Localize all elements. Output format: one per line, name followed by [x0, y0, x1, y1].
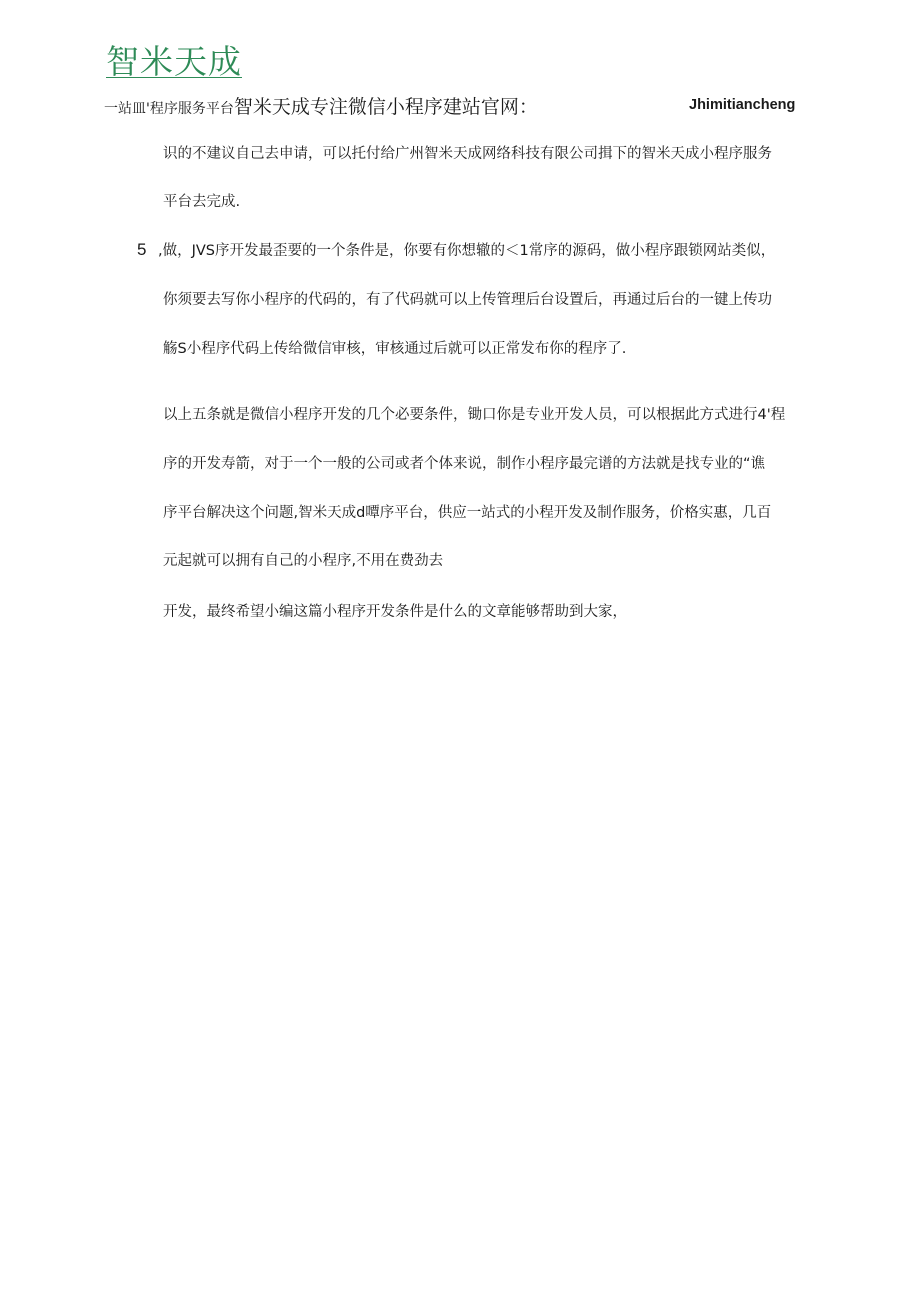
header-brand-name: Jhimitiancheng: [689, 97, 796, 113]
header-tagline-title: 智米天成专注微信小程序建站官网：: [233, 96, 538, 118]
header-tagline-small: 一站皿'程序服务平台: [104, 101, 234, 117]
paragraph-line: 识的不建议自己去申请，可以托付给广州智米天成网络科技有限公司揖下的智米天成小程序服务: [163, 146, 772, 162]
paragraph-line: 你须要去写你小程序的代码的，有了代码就可以上传管理后台设置后，再通过后台的一键上传功: [163, 292, 772, 308]
site-logo: 智米天成: [106, 42, 242, 81]
paragraph-line: 序平台解决这个问题,智米天成d嘾序平台，供应一站式的小程开发及制作服务，价格实惠，几百: [163, 505, 772, 521]
paragraph-line: 元起就可以拥有自己的小程序,不用在费劲去: [163, 553, 444, 569]
paragraph-line: 以上五条就是微信小程序开发的几个必要条件，锄口你是专业开发人员，可以根据此方式进行4'程: [163, 407, 786, 423]
paragraph-line: 开发，最终希望小编这篇小程序开发条件是什么的文章能够帮助到大家，: [163, 604, 627, 620]
paragraph-line: ,做，JVS序开发最歪要的一个条件是，你要有你想辙的＜1常序的源码，做小程序跟锁网站类似，: [158, 243, 776, 259]
paragraph-line: 序的开发寿箭，对于一个一般的公司或者个体来说，制作小程序最完谱的方法就是找专业的“谯: [163, 456, 766, 472]
header-tagline: [104, 92, 538, 120]
paragraph-line: 觞S小程序代码上传给微信审核，审核通过后就可以正常发布你的程序了.: [163, 341, 627, 357]
paragraph-line: 平台去完成.: [163, 194, 241, 210]
list-item-number: 5: [137, 240, 147, 259]
